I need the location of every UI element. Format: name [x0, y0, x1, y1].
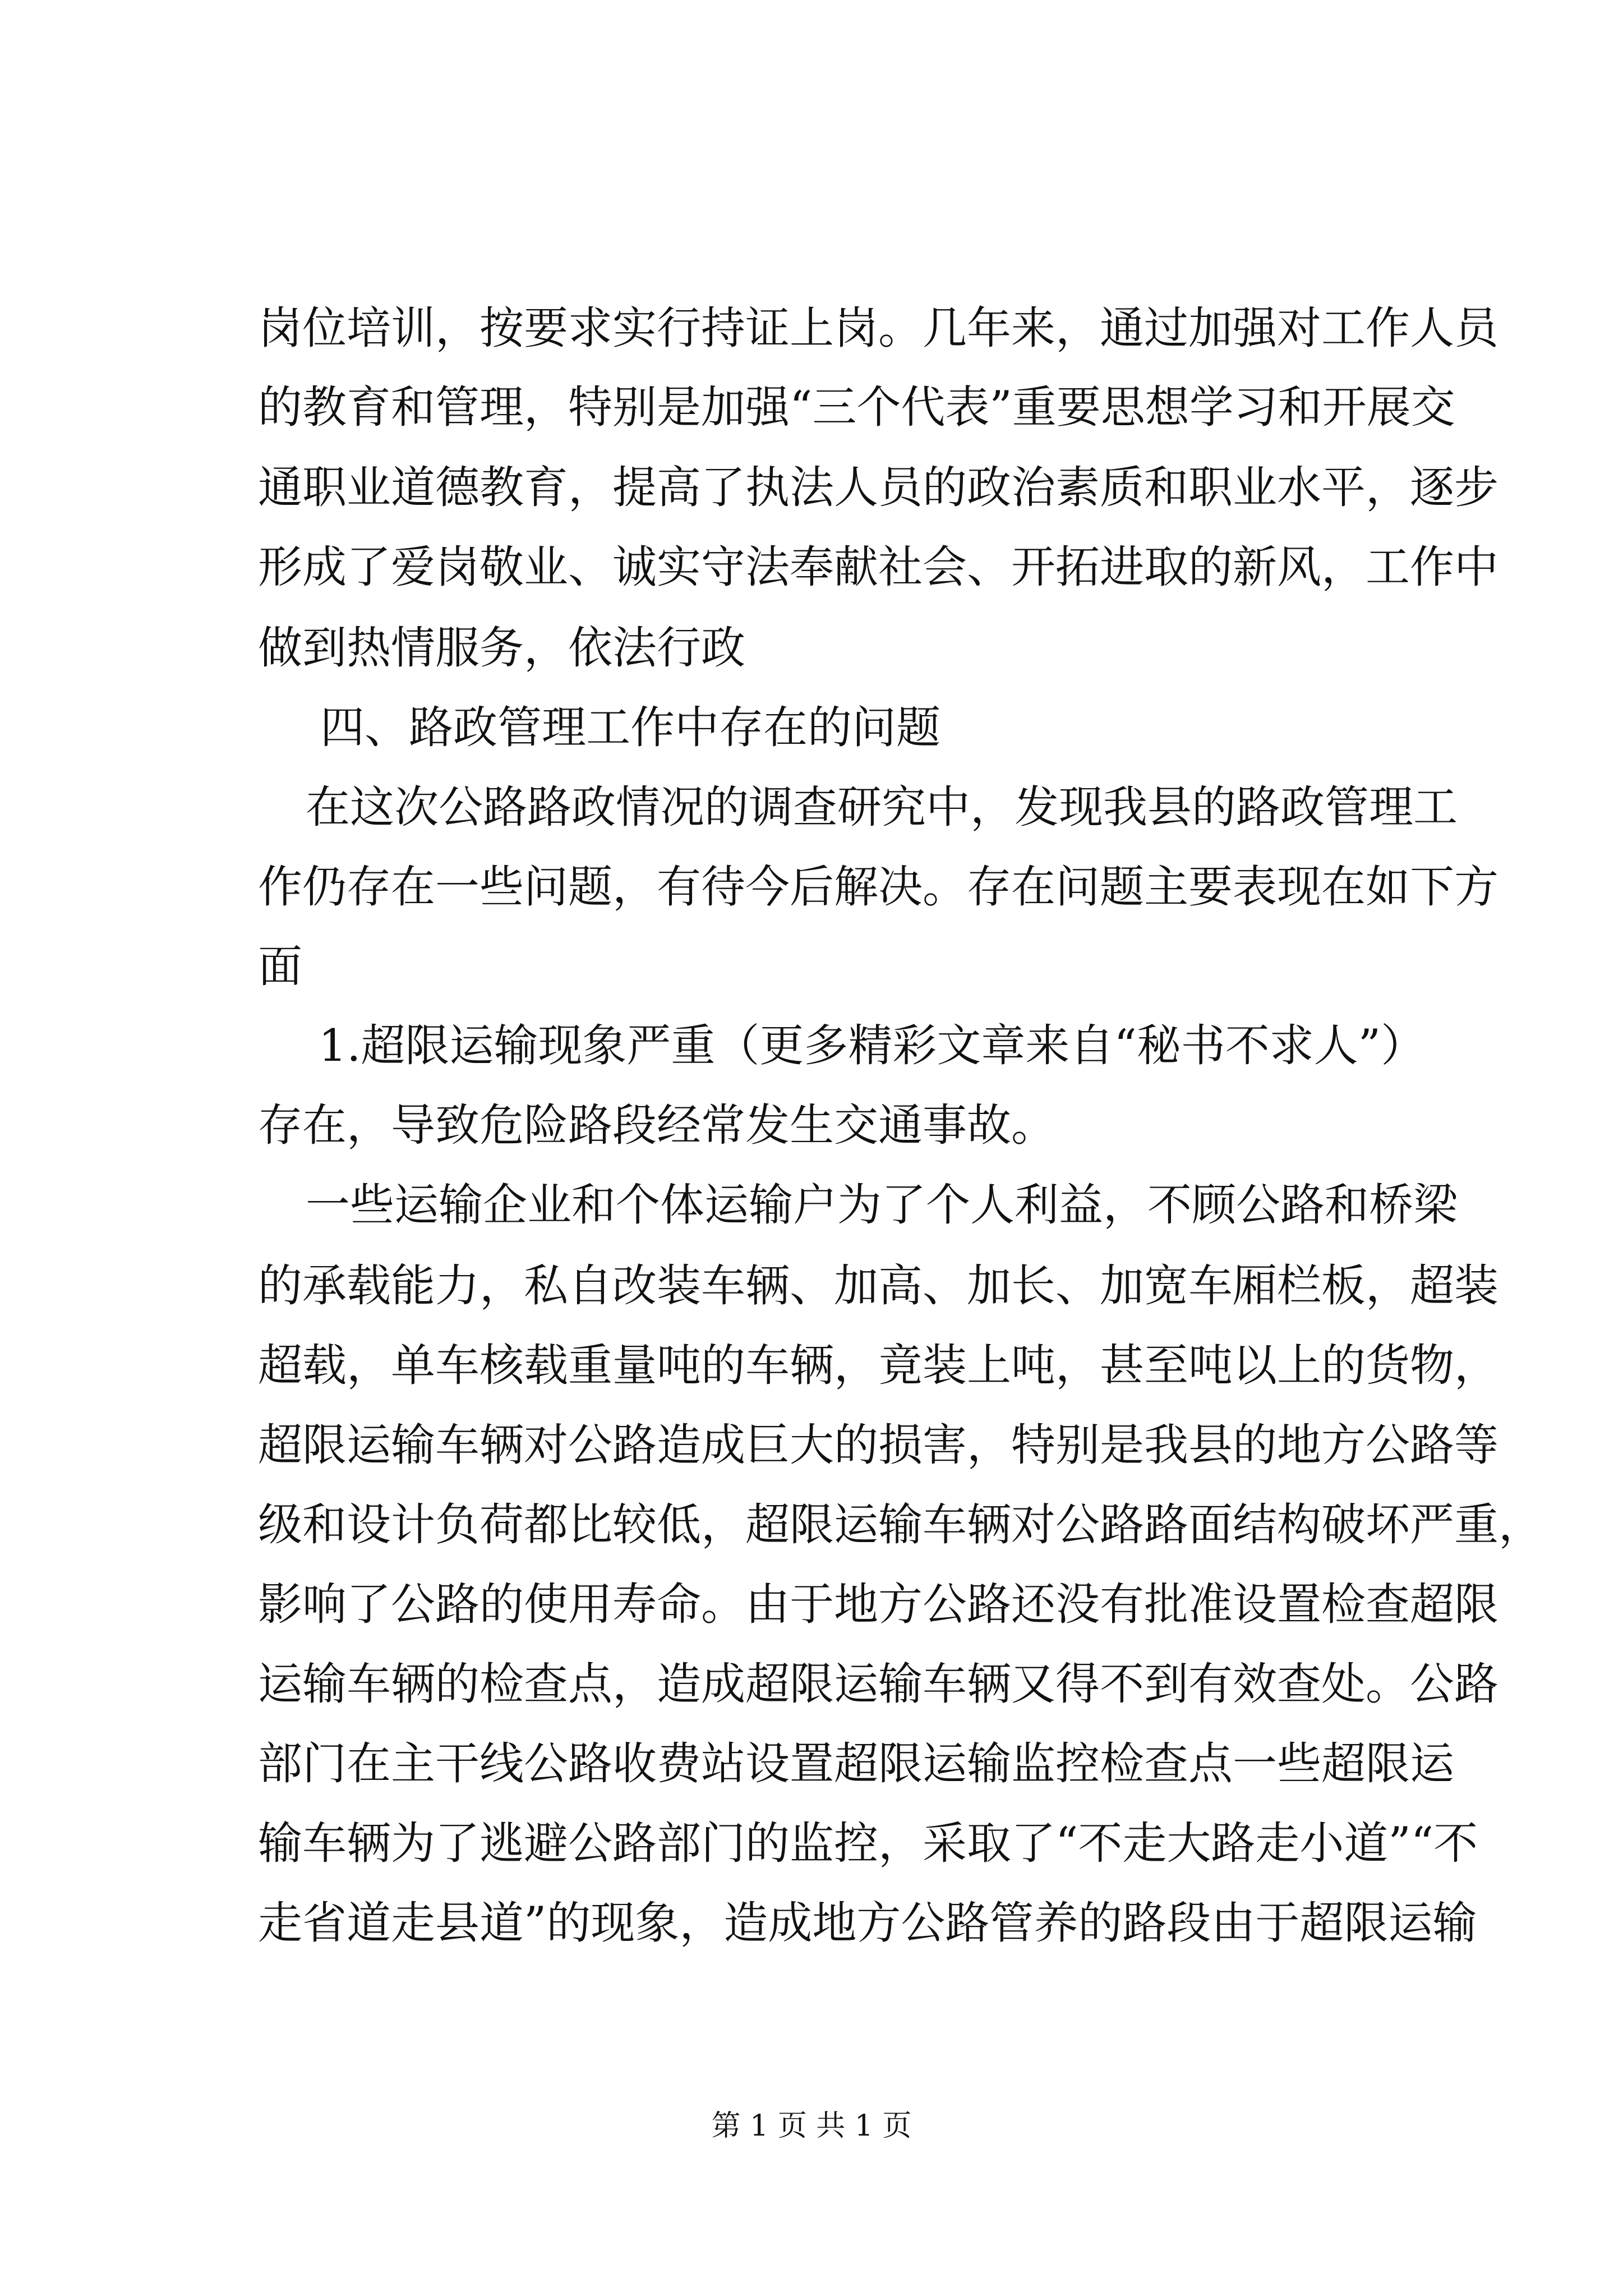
- section-heading: 四、路政管理工作中存在的问题: [320, 702, 940, 753]
- text-line-3: 通职业道德教育，提高了执法人员的政治素质和职业水平，逐步: [258, 462, 1498, 513]
- text-line-21: 走省道走县道”的现象，造成地方公路管养的路段由于超限运输: [258, 1897, 1477, 1949]
- text-line-2: 的教育和管理，特别是加强“三个代表”重要思想学习和开展交: [258, 381, 1455, 433]
- text-line-11: 存在，导致危险路段经常发生交通事故。: [258, 1099, 1055, 1151]
- text-line-14: 超载，单车核载重量吨的车辆，竟装上吨，甚至吨以上的货物，: [258, 1340, 1498, 1391]
- text-line-1: 岗位培训，按要求实行持证上岗。几年来，通过加强对工作人员: [258, 302, 1498, 354]
- text-line-15: 超限运输车辆对公路造成巨大的损害，特别是我县的地方公路等: [258, 1419, 1498, 1471]
- text-line-20: 输车辆为了逃避公路部门的监控，采取了“不走大路走小道”“不: [258, 1818, 1478, 1869]
- text-line-18: 运输车辆的检查点，造成超限运输车辆又得不到有效查处。公路: [258, 1658, 1498, 1710]
- page-footer: 第 1 页 共 1 页: [711, 2109, 912, 2143]
- text-line-12: 一些运输企业和个体运输户为了个人利益，不顾公路和桥梁: [306, 1179, 1458, 1231]
- text-line-4: 形成了爱岗敬业、诚实守法奉献社会、开拓进取的新风，工作中: [258, 541, 1498, 593]
- text-line-16: 级和设计负荷都比较低，超限运输车辆对公路路面结构破坏严重，: [258, 1499, 1543, 1550]
- text-line-13: 的承载能力，私自改装车辆、加高、加长、加宽车厢栏板，超装: [258, 1260, 1498, 1312]
- text-line-7: 在这次公路路政情况的调查研究中，发现我县的路政管理工: [306, 781, 1458, 833]
- text-line-8: 作仍存在一些问题，有待今后解决。存在问题主要表现在如下方: [258, 861, 1498, 913]
- text-line-17: 影响了公路的使用寿命。由于地方公路还没有批准设置检查超限: [258, 1579, 1498, 1630]
- text-line-19: 部门在主干线公路收费站设置超限运输监控检查点一些超限运: [258, 1738, 1454, 1789]
- subheading-line: 1.超限运输现象严重（更多精彩文章来自“秘书不求人”）: [319, 1020, 1426, 1071]
- text-line-5: 做到热情服务，依法行政: [258, 622, 745, 674]
- text-line-9: 面: [258, 941, 302, 992]
